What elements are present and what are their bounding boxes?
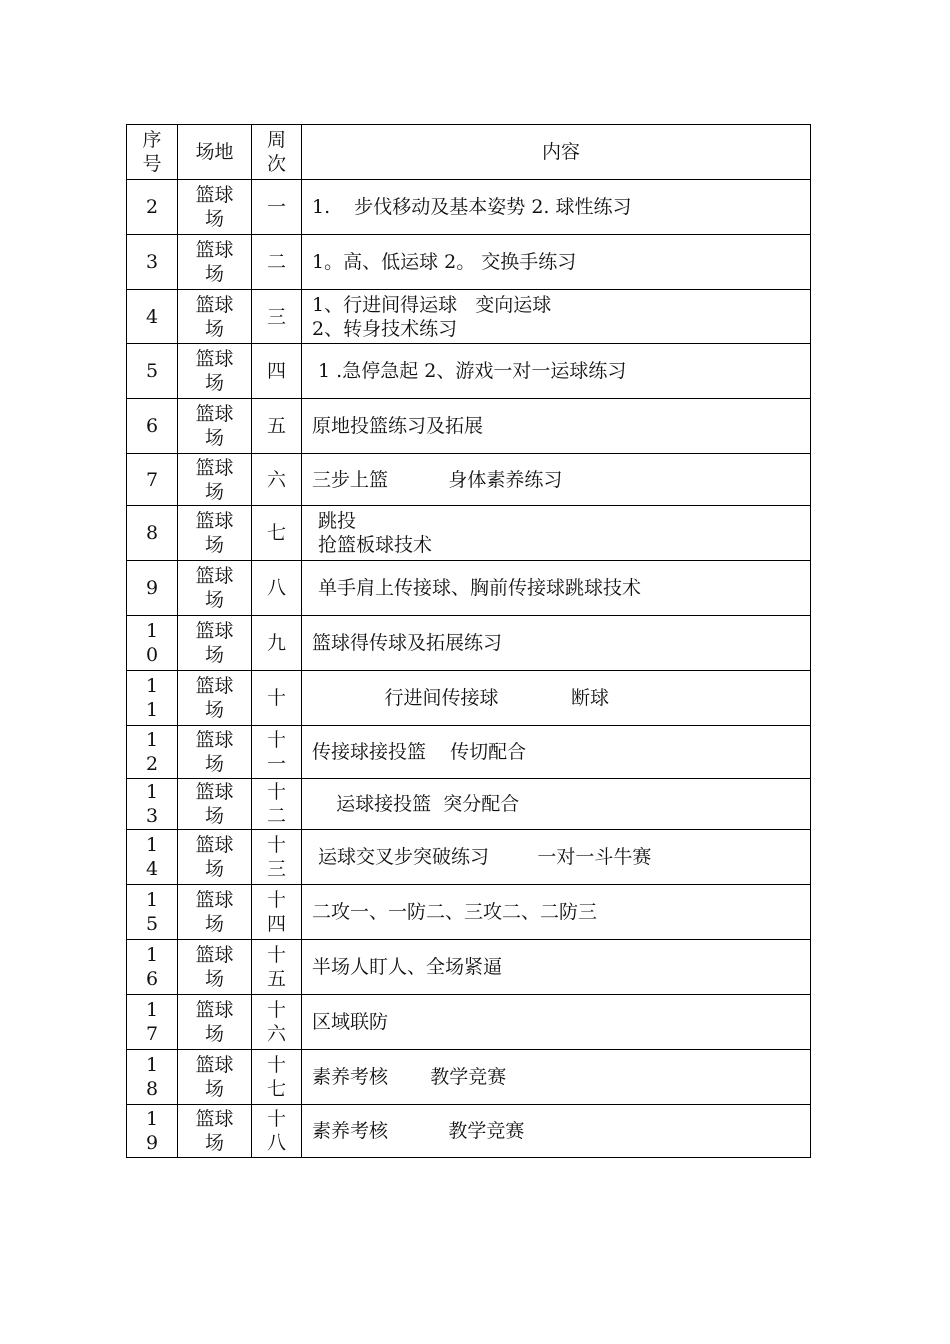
venue-cell: [178, 344, 252, 399]
seq-cell: [127, 561, 178, 616]
venue-cell: [178, 885, 252, 940]
week-text: 十八: [266, 1108, 286, 1154]
week-cell: [252, 616, 302, 671]
seq-cell: [127, 1105, 178, 1158]
seq-cell: [127, 671, 178, 726]
seq-cell: [127, 180, 178, 235]
venue-cell: [178, 180, 252, 235]
content-cell: [302, 1105, 811, 1158]
venue-text: 篮球场: [195, 565, 234, 611]
content-cell: [302, 235, 811, 290]
content-cell: [302, 995, 811, 1050]
week-text: 九: [266, 632, 286, 654]
content-text: 半场人盯人、全场紧逼: [312, 956, 503, 978]
week-cell: [252, 885, 302, 940]
venue-text: 篮球场: [195, 293, 234, 340]
content-text: 原地投篮练习及拓展: [312, 415, 484, 437]
seq-cell: [127, 940, 178, 995]
week-text: 七: [266, 522, 286, 544]
venue-text: 篮球场: [195, 403, 234, 449]
seq-cell: [127, 506, 178, 561]
week-cell: [252, 779, 302, 830]
week-cell: [252, 995, 302, 1050]
content-text: 1、行进间得运球 变向运球 2、转身技术练习: [312, 293, 552, 340]
table-row: [127, 1105, 811, 1158]
content-text: 跳投 抢篮板球技术: [318, 510, 433, 556]
seq-cell: [127, 399, 178, 454]
week-cell: [252, 671, 302, 726]
content-cell: [302, 1050, 811, 1105]
header-content-cell: [302, 125, 811, 180]
seq-text: 2: [145, 196, 159, 218]
table-row: [127, 940, 811, 995]
venue-cell: [178, 616, 252, 671]
week-text: 五: [266, 415, 286, 437]
content-cell: [302, 779, 811, 830]
venue-text: 篮球场: [195, 348, 234, 394]
seq-text: 6: [145, 415, 159, 437]
content-text: 传接球接投篮 传切配合: [312, 741, 527, 763]
content-text: 行进间传接球 断球: [312, 687, 609, 709]
content-cell: [302, 616, 811, 671]
week-text: 十二: [266, 781, 286, 827]
seq-text: 11: [145, 675, 159, 721]
table-row: [127, 995, 811, 1050]
venue-cell: [178, 726, 252, 779]
week-text: 十六: [266, 999, 286, 1045]
content-text: 1. 步伐移动及基本姿势 2. 球性练习: [312, 196, 632, 218]
header-week: 周次: [266, 129, 286, 175]
week-cell: [252, 940, 302, 995]
header-seq-cell: [127, 125, 178, 180]
table-header-row: [127, 125, 811, 180]
venue-text: 篮球场: [195, 944, 234, 990]
table-body: [127, 125, 811, 1158]
venue-text: 篮球场: [195, 620, 234, 666]
week-text: 十三: [266, 834, 286, 880]
content-cell: [302, 454, 811, 506]
venue-text: 篮球场: [195, 834, 234, 880]
week-text: 四: [266, 360, 286, 382]
table-row: [127, 1050, 811, 1105]
venue-cell: [178, 1105, 252, 1158]
seq-cell: [127, 885, 178, 940]
seq-text: 4: [145, 305, 159, 328]
venue-text: 篮球场: [195, 1108, 234, 1154]
seq-cell: [127, 830, 178, 885]
venue-text: 篮球场: [195, 675, 234, 721]
week-cell: [252, 290, 302, 344]
content-cell: [302, 344, 811, 399]
seq-text: 7: [145, 468, 159, 491]
week-text: 十: [266, 687, 286, 709]
seq-cell: [127, 726, 178, 779]
venue-cell: [178, 454, 252, 506]
venue-text: 篮球场: [195, 729, 234, 775]
seq-text: 12: [145, 729, 159, 775]
header-content: 内容: [541, 141, 580, 163]
content-text: 运球接投篮 突分配合: [312, 793, 520, 815]
table-row: [127, 399, 811, 454]
venue-cell: [178, 399, 252, 454]
content-cell: [302, 671, 811, 726]
venue-cell: [178, 506, 252, 561]
venue-cell: [178, 290, 252, 344]
seq-cell: [127, 344, 178, 399]
content-cell: [302, 885, 811, 940]
table-row: [127, 454, 811, 506]
week-cell: [252, 235, 302, 290]
venue-cell: [178, 995, 252, 1050]
table-row: [127, 671, 811, 726]
content-cell: [302, 940, 811, 995]
seq-cell: [127, 616, 178, 671]
seq-text: 10: [145, 620, 159, 666]
table-row: [127, 885, 811, 940]
week-cell: [252, 454, 302, 506]
week-text: 十五: [266, 944, 286, 990]
seq-cell: [127, 1050, 178, 1105]
week-cell: [252, 1050, 302, 1105]
header-seq: 序号: [142, 129, 162, 175]
week-cell: [252, 180, 302, 235]
header-venue-cell: [178, 125, 252, 180]
week-cell: [252, 344, 302, 399]
seq-text: 15: [145, 889, 159, 935]
week-cell: [252, 506, 302, 561]
week-text: 一: [266, 196, 286, 218]
table-row: [127, 726, 811, 779]
venue-text: 篮球场: [195, 889, 234, 935]
table-row: [127, 616, 811, 671]
week-text: 十四: [266, 889, 286, 935]
content-cell: [302, 399, 811, 454]
seq-text: 13: [145, 781, 159, 827]
venue-cell: [178, 235, 252, 290]
content-text: 二攻一、一防二、三攻二、二防三: [312, 901, 598, 923]
table-row: [127, 235, 811, 290]
week-text: 三: [266, 305, 286, 328]
content-text: 三步上篮 身体素养练习: [312, 468, 563, 491]
course-schedule-table: [126, 124, 811, 1158]
seq-text: 17: [145, 999, 159, 1045]
week-text: 十七: [266, 1054, 286, 1100]
week-cell: [252, 561, 302, 616]
content-cell: [302, 290, 811, 344]
venue-cell: [178, 671, 252, 726]
table-row: [127, 779, 811, 830]
content-text: 素养考核 教学竞赛: [312, 1120, 525, 1142]
table-row: [127, 180, 811, 235]
content-text: 篮球得传球及拓展练习: [312, 632, 503, 654]
table-row: [127, 561, 811, 616]
table-row: [127, 506, 811, 561]
seq-text: 19: [145, 1108, 159, 1154]
venue-text: 篮球场: [195, 781, 234, 827]
seq-text: 8: [145, 522, 159, 544]
content-text: 运球交叉步突破练习 一对一斗牛赛: [312, 846, 652, 868]
venue-cell: [178, 1050, 252, 1105]
seq-cell: [127, 779, 178, 830]
venue-cell: [178, 779, 252, 830]
venue-text: 篮球场: [195, 184, 234, 230]
content-text: 区域联防: [312, 1011, 389, 1033]
header-week-cell: [252, 125, 302, 180]
venue-text: 篮球场: [195, 1054, 234, 1100]
content-cell: [302, 506, 811, 561]
week-text: 八: [266, 577, 286, 599]
week-cell: [252, 726, 302, 779]
week-cell: [252, 830, 302, 885]
venue-text: 篮球场: [195, 456, 234, 503]
seq-cell: [127, 995, 178, 1050]
seq-text: 3: [145, 251, 159, 273]
venue-cell: [178, 830, 252, 885]
venue-cell: [178, 561, 252, 616]
venue-cell: [178, 940, 252, 995]
table-row: [127, 344, 811, 399]
seq-text: 9: [145, 577, 159, 599]
content-cell: [302, 561, 811, 616]
week-text: 十一: [266, 729, 286, 775]
seq-text: 5: [145, 360, 159, 382]
content-text: 1。高、低运球 2。 交换手练习: [312, 251, 577, 273]
seq-text: 18: [145, 1054, 159, 1100]
week-text: 二: [266, 251, 286, 273]
content-text: 单手肩上传接球、胸前传接球跳球技术: [312, 577, 642, 599]
content-cell: [302, 830, 811, 885]
content-cell: [302, 726, 811, 779]
table-row: [127, 830, 811, 885]
content-text: 1 .急停急起 2、游戏一对一运球练习: [312, 360, 627, 382]
venue-text: 篮球场: [195, 239, 234, 285]
content-text: 素养考核 教学竞赛: [312, 1066, 507, 1088]
seq-cell: [127, 235, 178, 290]
week-text: 六: [266, 468, 286, 491]
seq-text: 16: [145, 944, 159, 990]
venue-text: 篮球场: [195, 999, 234, 1045]
content-cell: [302, 180, 811, 235]
seq-text: 14: [145, 834, 159, 880]
seq-cell: [127, 454, 178, 506]
table-row: [127, 290, 811, 344]
week-cell: [252, 1105, 302, 1158]
venue-text: 篮球场: [195, 510, 234, 556]
seq-cell: [127, 290, 178, 344]
week-cell: [252, 399, 302, 454]
header-venue: 场地: [195, 141, 234, 163]
